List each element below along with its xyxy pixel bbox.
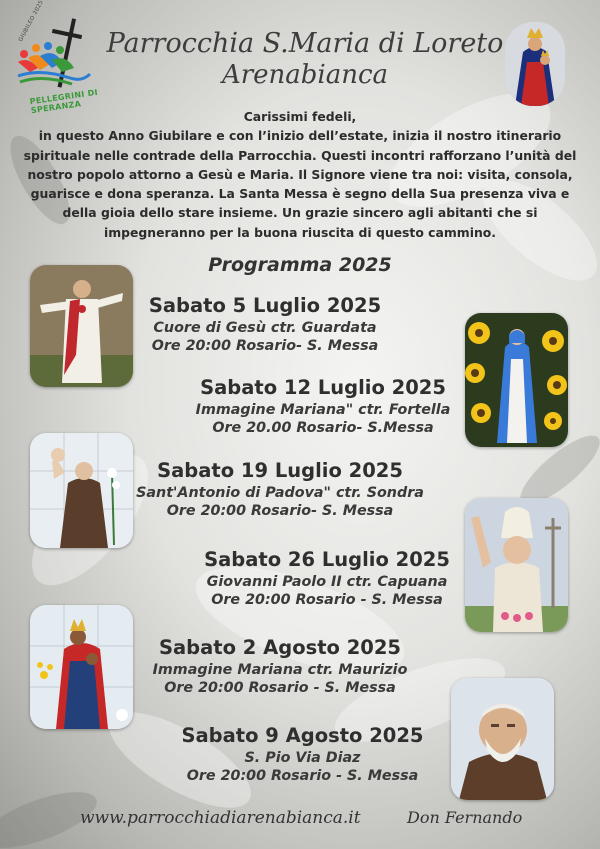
event-time: Ore 20:00 Rosario- S. Messa [151,338,379,354]
event-time: Ore 20.00 Rosario- S.Messa [212,420,434,436]
event-place: Immagine Mariana ctr. Maurizio [152,662,408,678]
event-item [140,636,420,696]
event-place: Sant'Antonio di Padova" ctr. Sondra [136,485,424,501]
website-link[interactable]: www.parrocchiadiarenabianca.it [80,808,361,828]
giovanni-paolo-ii-image [465,498,568,632]
event-place: S. Pio Via Diaz [244,750,361,766]
intro-line: spirituale nelle contrade della Parrocchia. Questi incontri rafforzano l’unità del [23,147,577,163]
event-date: Sabato 9 Agosto 2025 [181,724,424,747]
intro-line: guarisce e dona speranza. La Santa Messa è segno della Sua presenza viva e [30,186,570,202]
event-place: Immagine Mariana" ctr. Fortella [195,402,451,418]
event-item [170,724,435,784]
programma-heading: Programma 2025 [208,254,392,276]
jubilee-logo [10,0,106,116]
parish-title: Parrocchia S.Maria di Loreto [106,28,504,59]
event-place: Cuore di Gesù ctr. Guardata [153,320,377,336]
event-item [140,294,390,354]
intro-greeting: Carissimi fedeli, [243,109,357,124]
logo-text-top: GIUBILEO 2025 [18,0,45,43]
padre-pio-image [451,678,554,800]
event-item [192,548,462,608]
event-time: Ore 20:00 Rosario - S. Messa [211,592,443,608]
logo-text-bottom: PELLEGRINI DI SPERANZA [29,87,99,116]
intro-line: in questo Anno Giubilare e con l’inizio dell’estate, inizia il nostro itinerario [38,128,562,144]
madonna-sunflowers-image [465,313,568,447]
madonna-loreto-image [505,22,565,106]
sacred-heart-statue-image [30,265,133,387]
event-time: Ore 20:00 Rosario- S. Messa [166,503,394,519]
event-time: Ore 20:00 Rosario - S. Messa [164,680,396,696]
event-date: Sabato 12 Luglio 2025 [200,376,446,399]
parish-subtitle: Arenabianca [221,60,389,90]
signature: Don Fernando [407,808,523,827]
event-time: Ore 20:00 Rosario - S. Messa [186,768,419,784]
madonna-tiles-image [30,605,133,729]
event-item [188,376,458,436]
sant-antonio-tiles-image [30,433,133,548]
intro-line: nostro popolo attorno a Gesù e Maria. Il Signore viene tra noi: visita, consola, [27,166,573,182]
event-place: Giovanni Paolo II ctr. Capuana [206,574,448,590]
intro-message [20,107,580,242]
event-date: Sabato 2 Agosto 2025 [158,636,402,659]
intro-line: impegneranno per la buona riuscita di questo cammino. [104,224,496,240]
intro-line: della gioia dello stare insieme. Un grazie sincero agli abitanti che si [62,205,538,221]
event-date: Sabato 26 Luglio 2025 [204,548,450,571]
event-date: Sabato 19 Luglio 2025 [157,459,403,482]
event-date: Sabato 5 Luglio 2025 [148,294,382,317]
event-item [135,459,425,519]
